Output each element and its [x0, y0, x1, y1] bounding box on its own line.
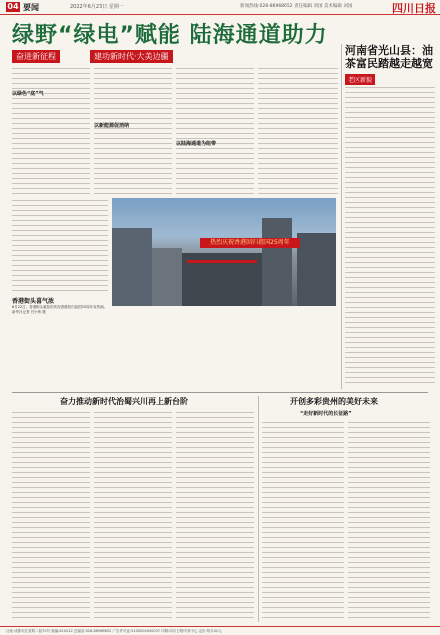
main-headline: 绿野“绿电”赋能 陆海通道助力	[12, 23, 328, 48]
lower-left-title: 奋力推动新时代治蜀兴川再上新台阶	[60, 397, 188, 406]
article-column-2	[94, 66, 172, 194]
article-column-3	[176, 66, 254, 194]
page-number: 04	[7, 2, 19, 11]
issue-date: 2022年6月23日 星期一	[70, 4, 124, 10]
lower-column-4	[262, 420, 344, 622]
lower-column-5	[348, 420, 430, 622]
photo-caption: 6月22日，香港街头悬挂的庆祝香港回归祖国25周年宣传画。新华社记者 吕小炜 摄	[12, 305, 108, 314]
article-subhead-2: 以新能源促消纳	[94, 123, 130, 129]
masthead-logo: 四川日报	[392, 2, 436, 15]
lower-divider	[258, 396, 259, 622]
header-info: 新闻热线:028-86968652 责任编辑 刘国 美术编辑 刘国	[240, 4, 353, 9]
headline-badge: 奋进新征程	[12, 50, 60, 63]
lower-right-subtitle: “走好新时代的长征路”	[300, 411, 352, 417]
lower-right-title: 开创多彩贵州的美好未来	[290, 397, 378, 406]
lower-column-2	[94, 410, 172, 622]
page-footer: 社址:成都市红星路二段70号 邮编:610012 总编室:028-86968652 广告许可证:5100004000037 印刷:四川日报印务中心 定价:每月42元	[0, 626, 440, 635]
article-column-4	[258, 66, 338, 194]
sidebar-headline: 河南省光山县：油茶富民踏越走越宽	[345, 44, 433, 70]
lower-column-1	[12, 410, 90, 622]
headline-badge-secondary: 建功新时代·大美边疆	[90, 50, 173, 63]
article-subhead-3: 以陆海通道为纽带	[176, 141, 217, 147]
section-rule	[12, 392, 428, 393]
photo-caption-title: 香港街头喜气浓	[12, 298, 55, 305]
photo-banner: 热烈庆祝香港回归祖国25周年	[200, 238, 300, 248]
article-column-5	[12, 198, 108, 292]
section-label: 要闻	[23, 3, 39, 12]
news-photo	[112, 198, 336, 306]
lower-column-3	[176, 410, 254, 622]
article-subhead-1: 以绿色“底”气	[12, 91, 44, 97]
sidebar-divider	[341, 44, 342, 389]
sidebar-article	[345, 85, 435, 385]
article-column-1	[12, 66, 90, 194]
sidebar-tag: 老区新貌	[345, 74, 375, 85]
page-header	[0, 0, 440, 15]
